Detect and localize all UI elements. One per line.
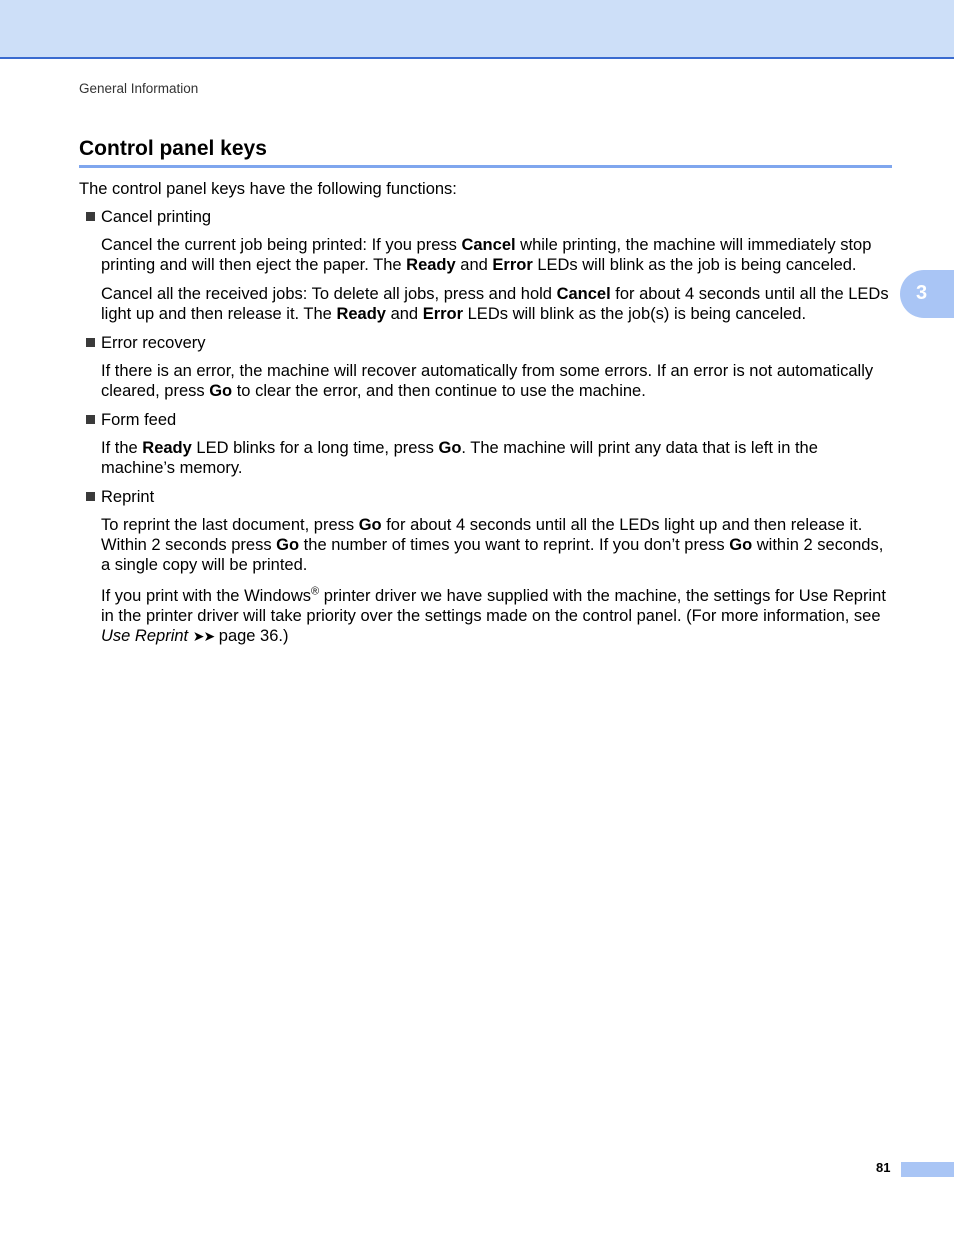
text-run: LEDs will blink as the job(s) is being canceled. (463, 305, 807, 323)
key-name-go: Go (729, 536, 753, 554)
key-name-go: Go (358, 516, 382, 534)
text-run: printer driver we have supplied with the machine, the settings for Use Reprint in the printer driver will take priority over the settings made on the control panel. (For more information, see (101, 587, 886, 625)
error-recovery-paragraph (101, 361, 892, 401)
led-name-ready: Ready (406, 256, 456, 274)
bullet-square-icon (86, 338, 95, 347)
key-name-go: Go (276, 536, 300, 554)
page-number: 81 (876, 1160, 891, 1175)
chapter-number: 3 (916, 282, 928, 304)
text-run: Cancel the current job being printed: If you press (101, 236, 462, 254)
cancel-all-jobs-paragraph (101, 284, 892, 324)
bullet-square-icon (86, 492, 95, 501)
header-band (0, 0, 954, 59)
body-content (79, 179, 892, 655)
section-title: Control panel keys (79, 137, 267, 160)
reprint-driver-note-paragraph (101, 586, 892, 646)
text-run: LED blinks for a long time, press (191, 439, 439, 457)
text-run: If the (101, 439, 143, 457)
key-name-cancel: Cancel (461, 236, 516, 254)
text-run: to clear the error, and then continue to use the machine. (232, 382, 646, 400)
led-name-ready: Ready (336, 305, 386, 323)
bullet-item-form-feed (79, 410, 892, 430)
text-run: LEDs will blink as the job is being canceled. (532, 256, 857, 274)
led-name-error: Error (492, 256, 533, 274)
led-name-error: Error (422, 305, 464, 323)
text-run: for about 4 seconds until all the LEDs light up and then release it. The (101, 285, 889, 323)
running-head: General Information (79, 81, 199, 96)
cancel-current-job-paragraph (101, 235, 892, 275)
key-name-go: Go (209, 382, 233, 400)
text-run: Cancel all the received jobs: To delete all jobs, press and hold (101, 285, 557, 303)
registered-mark: ® (311, 585, 320, 598)
text-run: page 36.) (214, 627, 289, 645)
footer-band (901, 1162, 954, 1177)
chapter-tab[interactable] (900, 270, 954, 318)
double-arrow-icon: ➤➤ (192, 628, 215, 644)
led-name-ready: Ready (142, 439, 192, 457)
text-run: while printing, the machine will immediately stop printing and will then eject the paper. The (101, 236, 872, 274)
text-run: the number of times you want to reprint. If you don’t press (299, 536, 730, 554)
text-run: If you print with the Windows (101, 587, 312, 605)
text-run: and (455, 256, 493, 274)
bullet-square-icon (86, 212, 95, 221)
title-rule (79, 165, 892, 168)
bullet-label: Form feed (101, 411, 177, 429)
bullet-label: Error recovery (101, 334, 206, 352)
key-name-go: Go (438, 439, 462, 457)
bullet-label: Cancel printing (101, 208, 212, 226)
cross-reference-link[interactable]: Use Reprint (101, 627, 189, 645)
bullet-item-reprint (79, 487, 892, 507)
text-run: within 2 seconds, a single copy will be printed. (101, 536, 884, 574)
bullet-item-error-recovery (79, 333, 892, 353)
bullet-label: Reprint (101, 488, 155, 506)
text-run: To reprint the last document, press (101, 516, 359, 534)
text-run: If there is an error, the machine will recover automatically from some errors. If an error is not automatically cleared, press (101, 362, 874, 400)
reprint-paragraph (101, 515, 892, 575)
text-run: . The machine will print any data that is left in the machine’s memory. (101, 439, 818, 477)
bullet-item-cancel-printing (79, 207, 892, 227)
key-name-cancel: Cancel (556, 285, 611, 303)
form-feed-paragraph (101, 438, 892, 478)
text-run: and (385, 305, 423, 323)
text-run: for about 4 seconds until all the LEDs light up and then release it. Within 2 seconds press (101, 516, 863, 554)
intro-text: The control panel keys have the following functions: (79, 180, 457, 198)
bullet-square-icon (86, 415, 95, 424)
